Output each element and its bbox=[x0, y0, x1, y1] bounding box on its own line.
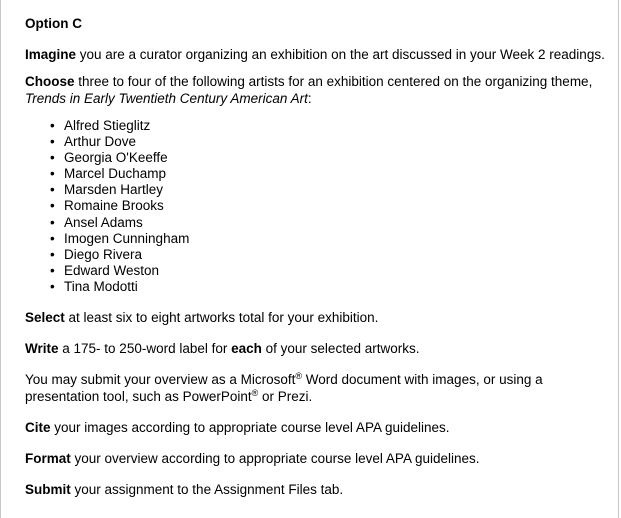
cite-lead: Cite bbox=[25, 420, 51, 436]
cite-text: your images according to appropriate course level APA guidelines. bbox=[50, 420, 450, 436]
artist-list-item bbox=[50, 150, 617, 166]
submit-format-text-3: or Prezi. bbox=[258, 389, 313, 405]
bullet-icon: • bbox=[50, 230, 55, 246]
bullet-icon: • bbox=[50, 246, 55, 262]
bullet-icon: • bbox=[50, 118, 55, 133]
cite-paragraph bbox=[25, 419, 617, 436]
artist-list bbox=[25, 118, 617, 295]
artist-name: Diego Rivera bbox=[64, 246, 143, 262]
write-lead: Write bbox=[25, 341, 59, 357]
choose-paragraph bbox=[25, 73, 617, 107]
artist-name: Alfred Stieglitz bbox=[64, 118, 151, 133]
write-paragraph bbox=[25, 340, 617, 357]
artist-list-item bbox=[50, 182, 617, 198]
imagine-text: you are a curator organizing an exhibition on the art discussed in your Week 2 readings. bbox=[76, 47, 605, 62]
bullet-icon: • bbox=[50, 198, 55, 214]
artist-list-item bbox=[50, 166, 617, 182]
submit-paragraph bbox=[25, 481, 617, 498]
choose-end: : bbox=[307, 91, 312, 106]
artist-name: Marcel Duchamp bbox=[64, 166, 167, 182]
submit-format-paragraph bbox=[25, 371, 617, 405]
artist-name: Imogen Cunningham bbox=[64, 230, 190, 246]
bullet-icon: • bbox=[50, 278, 55, 294]
artist-name: Arthur Dove bbox=[64, 134, 137, 150]
artist-name: Romaine Brooks bbox=[64, 198, 164, 214]
submit-format-text-1: You may submit your overview as a Microsoft bbox=[25, 372, 296, 388]
format-lead: Format bbox=[25, 451, 71, 467]
artist-list-item bbox=[50, 215, 617, 231]
submit-format-text-2: Word document with images, or using a presentation tool, such as PowerPoint bbox=[25, 372, 543, 405]
bullet-icon: • bbox=[50, 166, 55, 182]
imagine-paragraph bbox=[25, 46, 617, 63]
registered-mark: ® bbox=[251, 388, 259, 399]
bullet-icon: • bbox=[50, 262, 55, 278]
submit-lead: Submit bbox=[25, 482, 71, 498]
artist-list-item bbox=[50, 198, 617, 214]
submit-text: your assignment to the Assignment Files tab. bbox=[70, 482, 344, 498]
artist-list-item bbox=[50, 134, 617, 150]
artist-list-item bbox=[50, 279, 617, 295]
artist-list-item bbox=[50, 247, 617, 263]
theme-title: Trends in Early Twentieth Century American Art bbox=[25, 91, 308, 106]
select-paragraph bbox=[25, 309, 617, 326]
format-text: your overview according to appropriate course level APA guidelines. bbox=[70, 451, 480, 467]
select-text: at least six to eight artworks total for your exhibition. bbox=[64, 310, 379, 326]
select-lead: Select bbox=[25, 310, 65, 326]
artist-name: Ansel Adams bbox=[64, 214, 143, 230]
artist-list-item bbox=[50, 231, 617, 247]
bullet-icon: • bbox=[50, 182, 55, 198]
artist-name: Marsden Hartley bbox=[64, 182, 164, 198]
assignment-content bbox=[25, 15, 617, 498]
artist-name: Georgia O'Keeffe bbox=[64, 150, 168, 166]
artist-list-item bbox=[50, 263, 617, 279]
artist-name: Edward Weston bbox=[64, 262, 160, 278]
choose-lead: Choose bbox=[25, 74, 75, 89]
format-paragraph bbox=[25, 450, 617, 467]
registered-mark: ® bbox=[295, 371, 302, 382]
bullet-icon: • bbox=[50, 214, 55, 230]
write-text-2: of your selected artworks. bbox=[261, 341, 420, 357]
bullet-icon: • bbox=[50, 150, 55, 166]
artist-name: Tina Modotti bbox=[64, 278, 138, 294]
choose-text: three to four of the following artists for an exhibition centered on the organizing theme, bbox=[74, 74, 593, 89]
imagine-lead: Imagine bbox=[25, 47, 77, 62]
write-text-1: a 175- to 250-word label for bbox=[58, 341, 232, 357]
option-heading: Option C bbox=[25, 16, 82, 31]
bullet-icon: • bbox=[50, 134, 55, 150]
artist-list-item bbox=[50, 118, 617, 134]
write-each: each bbox=[231, 341, 262, 357]
